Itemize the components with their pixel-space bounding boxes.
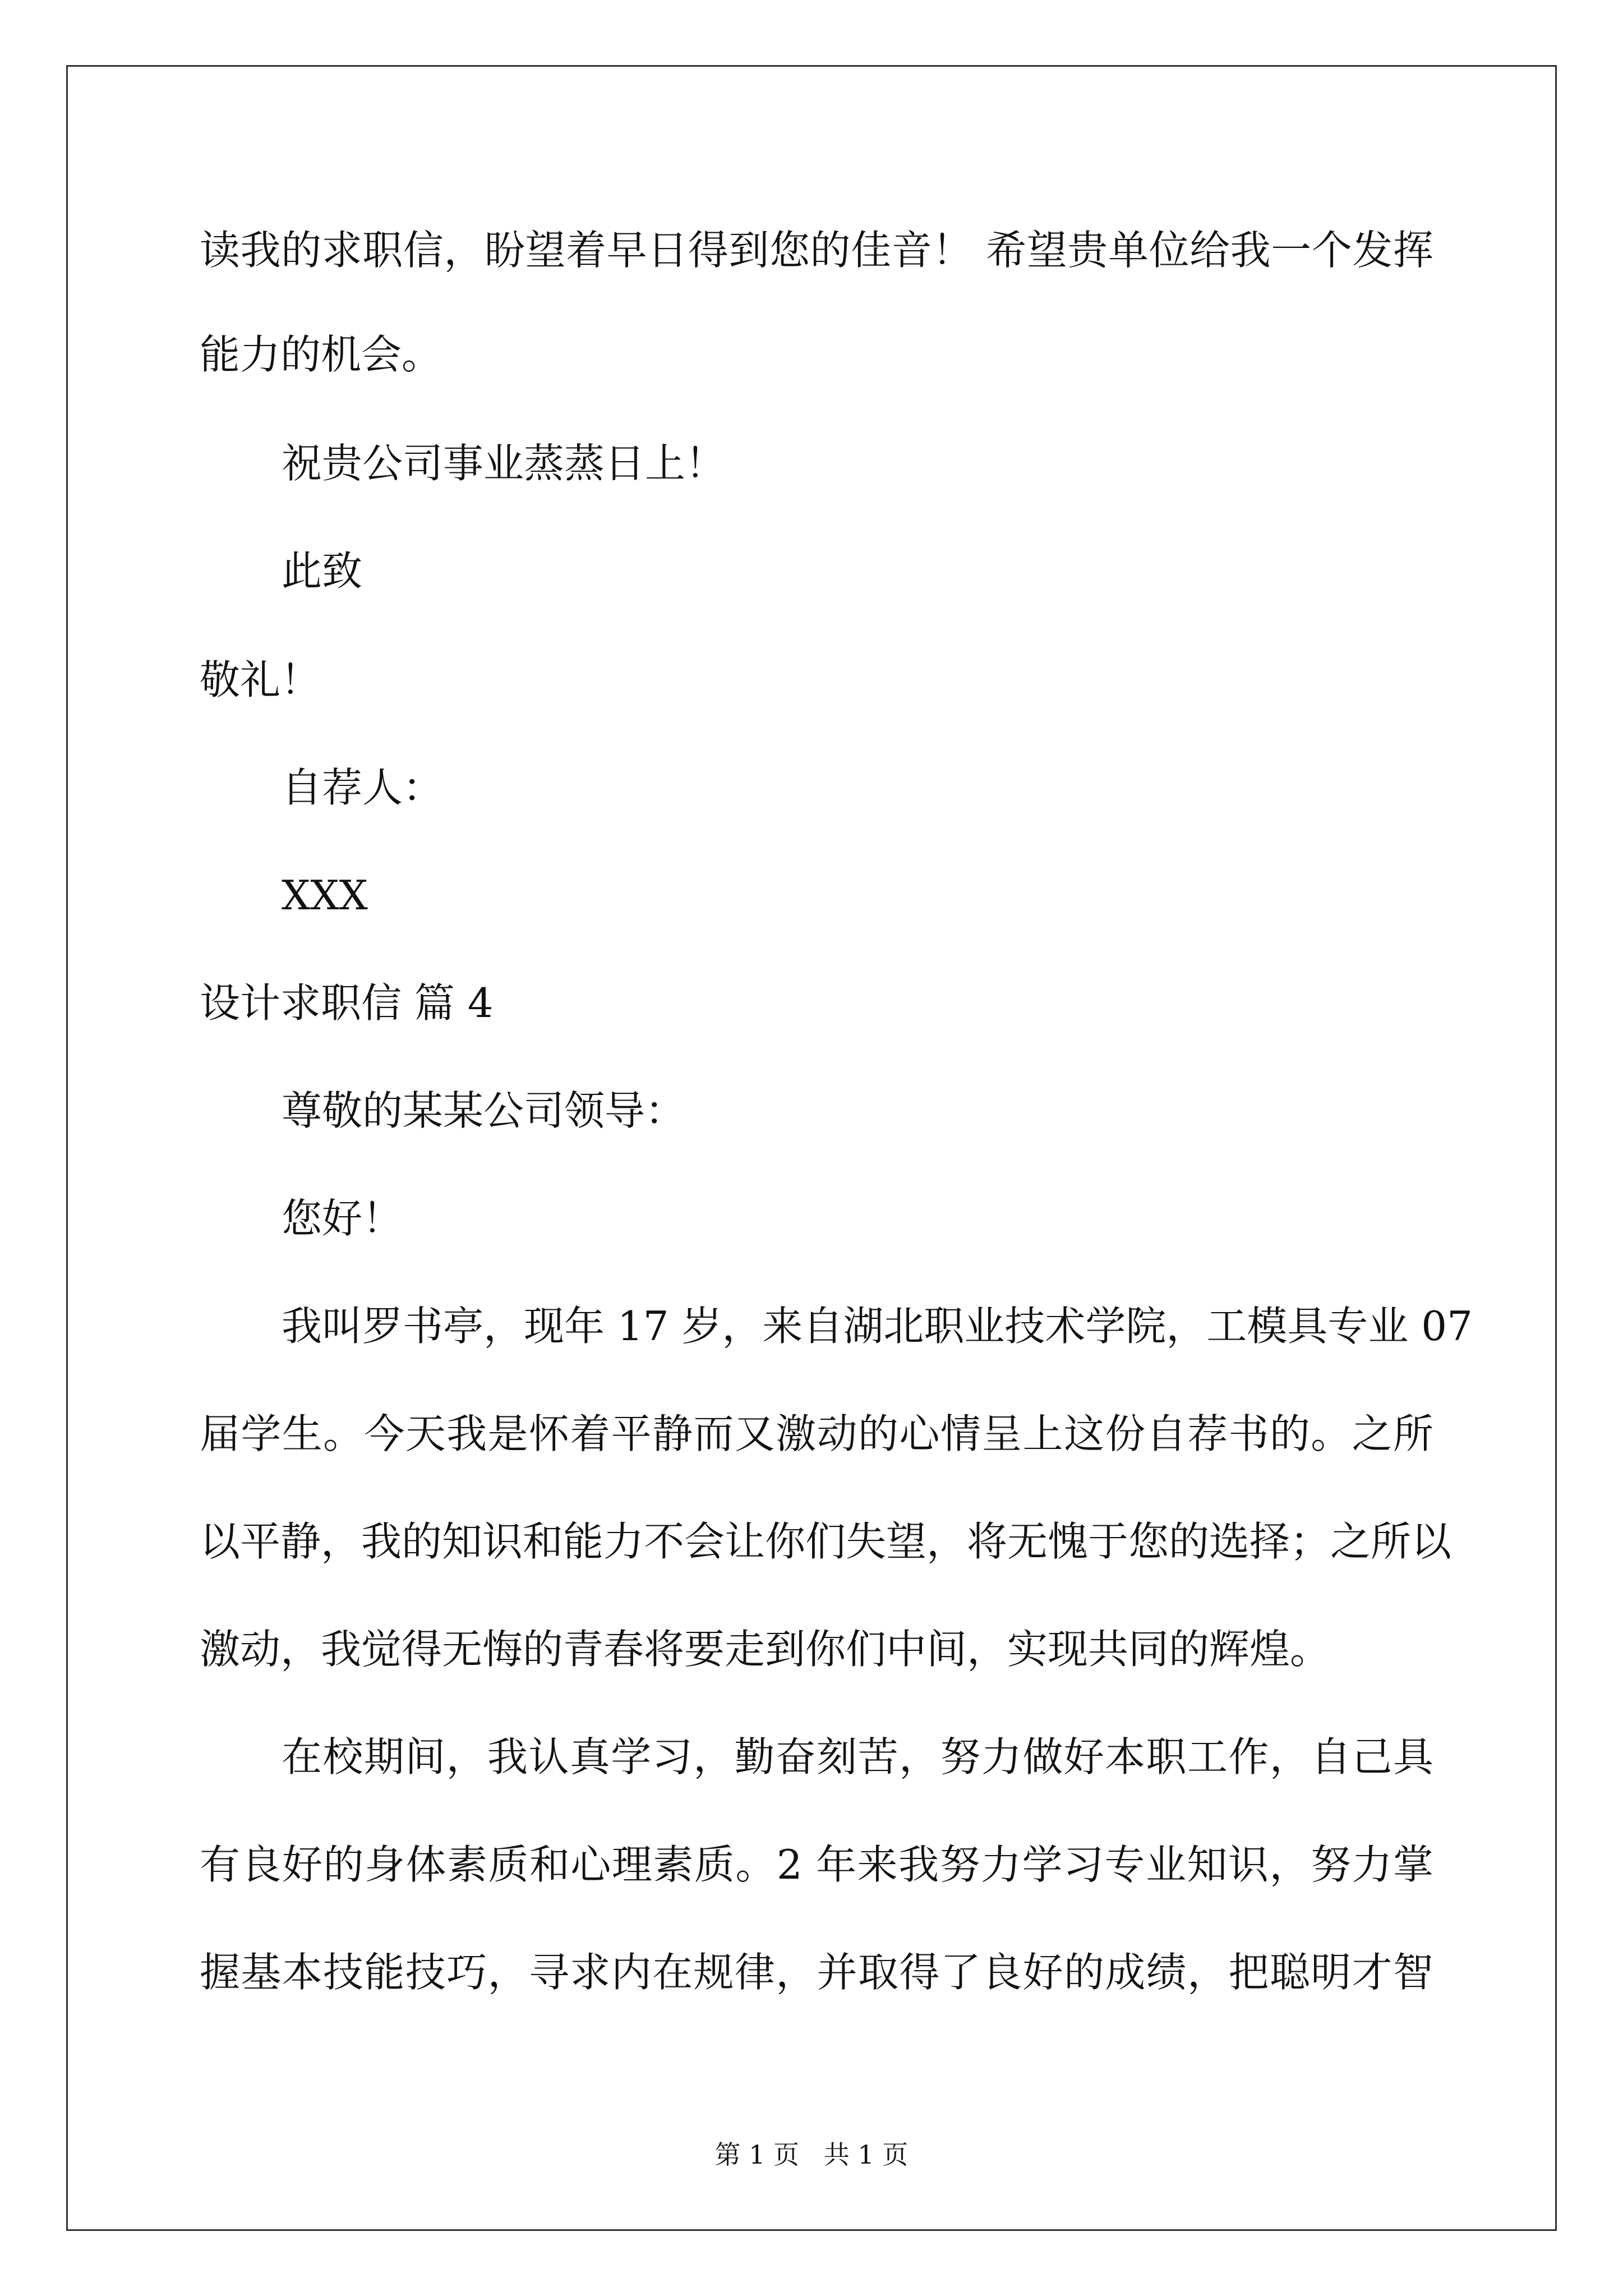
text-line-14: 激动，我觉得无悔的青春将要走到你们中间，实现共同的辉煌。 [200, 1626, 1331, 1673]
text-line-17: 握基本技能技巧，寻求内在规律，并取得了良好的成绩，把聪明才智 [200, 1949, 1433, 1996]
text-line-10: 您好！ [282, 1195, 403, 1242]
text-line-7: XXX [282, 872, 368, 919]
text-line-1: 读我的求职信，盼望着早日得到您的佳音！ 希望贵单位给我一个发挥 [200, 227, 1433, 274]
text-line-4: 此致 [282, 547, 363, 595]
text-line-9: 尊敬的某某公司领导： [282, 1087, 686, 1134]
text-line-16: 有良好的身体素质和心理素质。2 年来我努力学习专业知识，努力掌 [200, 1841, 1433, 1888]
text-line-12: 届学生。今天我是怀着平静而又激动的心情呈上这份自荐书的。之所 [200, 1410, 1433, 1457]
text-line-3: 祝贵公司事业蒸蒸日上！ [282, 440, 726, 487]
page-footer: 第 1 页 共 1 页 [714, 2139, 909, 2170]
text-line-2: 能力的机会。 [200, 331, 442, 378]
text-line-13: 以平静，我的知识和能力不会让你们失望，将无愧于您的选择；之所以 [200, 1518, 1452, 1565]
page-border [66, 65, 1557, 2231]
text-line-15: 在校期间，我认真学习，勤奋刻苦，努力做好本职工作，自己具 [282, 1733, 1433, 1780]
text-line-11: 我叫罗书亭，现年 17 岁，来自湖北职业技术学院，工模具专业 07 [282, 1303, 1473, 1350]
section-heading: 设计求职信 篇 4 [200, 979, 494, 1027]
text-line-6: 自荐人： [282, 764, 444, 811]
text-line-5: 敬礼！ [200, 656, 321, 703]
